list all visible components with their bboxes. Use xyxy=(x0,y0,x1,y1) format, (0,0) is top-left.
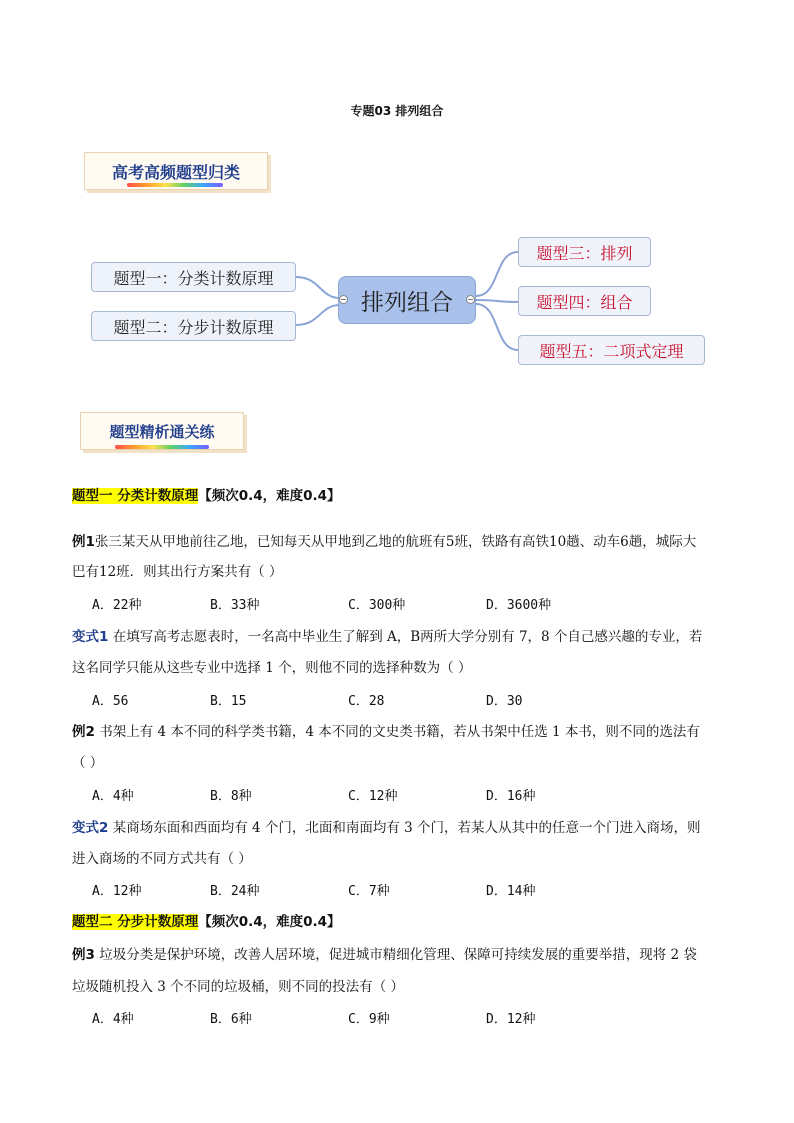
mindmap-center-node: 排列组合 xyxy=(338,276,476,324)
option-a: A．12种 xyxy=(92,884,142,899)
question-line xyxy=(72,943,697,963)
banner-title: 高考高频题型归类 xyxy=(111,163,240,182)
question-label: 例2 xyxy=(72,724,95,740)
collapse-left-icon xyxy=(339,295,348,304)
option-c: C．300种 xyxy=(348,598,406,613)
question-text: 张三某天从甲地前往乙地，已知每天从甲地到乙地的航班有5班，铁路有高铁10趟、动车6趟，城际大 xyxy=(94,534,697,550)
option-a: A．56 xyxy=(92,694,129,709)
question-line xyxy=(72,625,702,645)
mindmap-node-type2: 题型二：分步计数原理 xyxy=(91,311,296,341)
option-d: D．16种 xyxy=(486,789,536,804)
option-a: A．4种 xyxy=(92,789,134,804)
section-title: 题型二 分步计数原理 xyxy=(72,914,199,930)
mindmap-node-type1: 题型一：分类计数原理 xyxy=(91,262,296,292)
page-title: 专题03 排列组合 xyxy=(350,104,444,118)
collapse-right-icon xyxy=(466,295,475,304)
option-b: B．15 xyxy=(210,694,247,709)
option-d: D．14种 xyxy=(486,884,536,899)
section-meta: 【频次0.4，难度0.4】 xyxy=(198,488,341,504)
question-label: 例3 xyxy=(72,947,95,963)
banner-rainbow-bar xyxy=(115,445,209,449)
question-label: 例1 xyxy=(72,534,95,550)
question-line xyxy=(72,720,700,740)
option-d: D．30 xyxy=(486,694,523,709)
question-label: 变式2 xyxy=(72,820,109,836)
option-c: C．12种 xyxy=(348,789,398,804)
mindmap-node-type4: 题型四：组合 xyxy=(518,286,651,316)
mindmap-node-type5: 题型五：二项式定理 xyxy=(518,335,705,365)
option-a: A．22种 xyxy=(92,598,142,613)
banner-title: 题型精析通关练 xyxy=(109,423,215,441)
section-title: 题型一 分类计数原理 xyxy=(72,488,199,504)
mindmap-node-type3: 题型三：排列 xyxy=(518,237,651,267)
question-text: 某商场东面和西面均有 4 个门，北面和南面均有 3 个门，若某人从其中的任意一个门进入商场，则 xyxy=(108,820,701,836)
option-d: D．12种 xyxy=(486,1012,536,1027)
question-line: 进入商场的不同方式共有（ ） xyxy=(72,851,252,867)
question-line: （ ） xyxy=(72,755,104,771)
question-text: 在填写高考志愿表时，一名高中毕业生了解到 A，B两所大学分别有 7，8 个自己感兴趣的专业，若 xyxy=(108,629,703,645)
option-c: C．9种 xyxy=(348,1012,390,1027)
question-line xyxy=(72,530,696,550)
option-b: B．6种 xyxy=(210,1012,252,1027)
section-meta: 【频次0.4，难度0.4】 xyxy=(198,914,341,930)
question-line: 这名同学只能从这些专业中选择 1 个，则他不同的选择种数为（ ） xyxy=(72,660,472,676)
question-label: 变式1 xyxy=(72,629,109,645)
question-text: 书架上有 4 本不同的科学类书籍，4 本不同的文史类书籍，若从书架中任选 1 本书，则不同的选法有 xyxy=(94,724,700,740)
section-heading-2 xyxy=(72,910,341,930)
section-banner-practice xyxy=(80,412,244,450)
option-a: A．4种 xyxy=(92,1012,134,1027)
section-heading-1 xyxy=(72,484,341,504)
option-c: C．7种 xyxy=(348,884,390,899)
option-b: B．33种 xyxy=(210,598,260,613)
question-line: 垃圾随机投入 3 个不同的垃圾桶，则不同的投法有（ ） xyxy=(72,979,404,995)
option-c: C．28 xyxy=(348,694,385,709)
option-b: B．8种 xyxy=(210,789,252,804)
option-b: B．24种 xyxy=(210,884,260,899)
option-d: D．3600种 xyxy=(486,598,552,613)
question-text: 垃圾分类是保护环境，改善人居环境，促进城市精细化管理、保障可持续发展的重要举措，现将 2 袋 xyxy=(94,947,697,963)
question-line xyxy=(72,816,701,836)
question-line: 巴有12班．则其出行方案共有（ ） xyxy=(72,564,283,580)
